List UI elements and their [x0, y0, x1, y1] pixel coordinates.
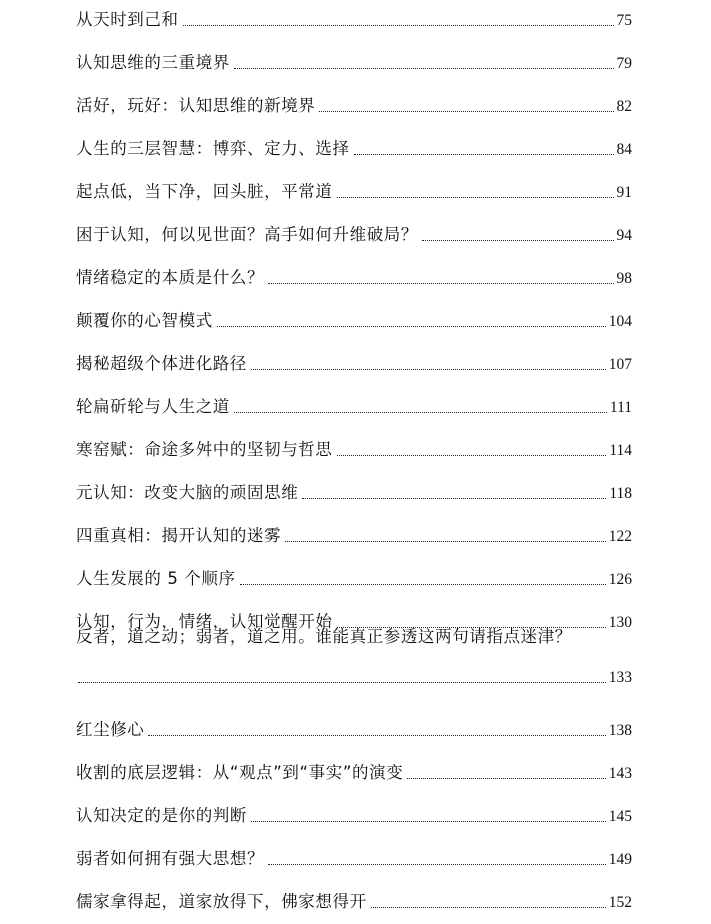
toc-entry[interactable]: [76, 517, 632, 547]
toc-entry-title: 元认知：改变大脑的顽固思维: [76, 483, 299, 502]
toc-entry-title: 收割的底层逻辑：从“观点”到“事实”的演变: [76, 763, 404, 782]
toc-entry-page: 107: [608, 356, 632, 373]
toc-entry-page: 79: [616, 55, 632, 72]
toc-entry[interactable]: [76, 87, 632, 117]
toc-entry-page: 82: [616, 98, 632, 115]
toc-entry[interactable]: [76, 44, 632, 74]
toc-entry-title: 认知决定的是你的判断: [76, 806, 247, 825]
toc-entry-title: 寒窑赋：命途多舛中的坚韧与哲思: [76, 440, 333, 459]
toc-entry[interactable]: [76, 560, 632, 590]
dot-leader: [285, 540, 606, 542]
toc-entry-page: 75: [616, 12, 632, 29]
dot-leader: [148, 734, 605, 736]
dot-leader: [268, 282, 613, 284]
toc-entry-page: 143: [608, 765, 632, 782]
dot-leader: [268, 863, 606, 865]
toc-entry-title: 四重真相：揭开认知的迷雾: [76, 526, 282, 545]
toc-entry[interactable]: [76, 474, 632, 504]
dot-leader: [337, 454, 607, 456]
toc-entry-title: 儒家拿得起，道家放得下，佛家想得开: [76, 892, 367, 911]
dot-leader: [217, 325, 606, 327]
dot-leader: [422, 239, 614, 241]
toc-entry-continuation: [76, 668, 632, 688]
dot-leader: [234, 67, 614, 69]
toc-entry-page: 84: [616, 141, 632, 158]
toc-entry-page: 126: [608, 571, 632, 588]
toc-entry-title: 揭秘超级个体进化路径: [76, 354, 247, 373]
toc-entry-title: 人生的三层智慧：博弈、定力、选择: [76, 139, 350, 158]
toc-entry-page: 130: [608, 614, 632, 631]
dot-leader: [319, 110, 613, 112]
toc-entry-page: 104: [608, 313, 632, 330]
toc-entry[interactable]: [76, 302, 632, 332]
toc-entry-page: 94: [616, 227, 632, 244]
toc-entry[interactable]: [76, 797, 632, 827]
toc-entry-title: 情绪稳定的本质是什么？: [76, 268, 265, 287]
dot-leader: [354, 153, 614, 155]
toc-entry-title: 认知思维的三重境界: [76, 53, 230, 72]
toc-entry[interactable]: [76, 626, 632, 688]
toc-entry[interactable]: [76, 173, 632, 203]
toc-entry[interactable]: [76, 388, 632, 418]
dot-leader: [234, 411, 607, 413]
toc-entry-title: 颠覆你的心智模式: [76, 311, 213, 330]
toc-entry-title: 轮扁斫轮与人生之道: [76, 397, 230, 416]
toc-entry[interactable]: [76, 883, 632, 913]
toc-entry-title: 困于认知，何以见世面？高手如何升维破局？: [76, 225, 418, 244]
toc-entry-page: 133: [608, 669, 632, 686]
dot-leader: [337, 196, 614, 198]
toc-entry-title: 起点低，当下净，回头脏，平常道: [76, 182, 333, 201]
toc-entry-page: 145: [608, 808, 632, 825]
toc-entry[interactable]: [76, 840, 632, 870]
dot-leader: [251, 820, 606, 822]
toc-entry-page: 111: [609, 399, 632, 416]
toc-entry[interactable]: [76, 130, 632, 160]
toc-entry-page: 152: [608, 894, 632, 911]
toc-entry-page: 98: [616, 270, 632, 287]
toc-entry-title: 从天时到己和: [76, 10, 179, 29]
toc-entry-title: 认知，行为，情绪，认知觉醒开始: [76, 612, 333, 631]
toc-entry-page: 138: [608, 722, 632, 739]
toc-entry[interactable]: [76, 754, 632, 784]
toc-entry-page: 91: [616, 184, 632, 201]
toc-entry-title: 人生发展的 5 个顺序: [76, 569, 236, 588]
dot-leader: [251, 368, 606, 370]
toc-entry[interactable]: [76, 711, 632, 741]
toc-entry[interactable]: [76, 431, 632, 461]
toc-entry-title: 弱者如何拥有强大思想？: [76, 849, 265, 868]
dot-leader: [371, 906, 606, 908]
toc-entry[interactable]: [76, 1, 632, 31]
dot-leader: [407, 777, 605, 779]
dot-leader: [183, 24, 614, 26]
toc-entry[interactable]: [76, 259, 632, 289]
toc-entry-page: 114: [609, 442, 632, 459]
toc-entry-page: 149: [608, 851, 632, 868]
dot-leader: [78, 681, 606, 683]
toc-entry-title: 反者，道之动；弱者，道之用。谁能真正参透这两句请指点迷津？: [76, 627, 572, 646]
toc-entry-title: 活好，玩好：认知思维的新境界: [76, 96, 316, 115]
toc-entry-title: 红尘修心: [76, 720, 145, 739]
toc-entry[interactable]: [76, 345, 632, 375]
toc-entry-page: 122: [608, 528, 632, 545]
toc-entry[interactable]: [76, 216, 632, 246]
toc-entry-page: 118: [609, 485, 632, 502]
dot-leader: [240, 583, 606, 585]
dot-leader: [302, 497, 606, 499]
